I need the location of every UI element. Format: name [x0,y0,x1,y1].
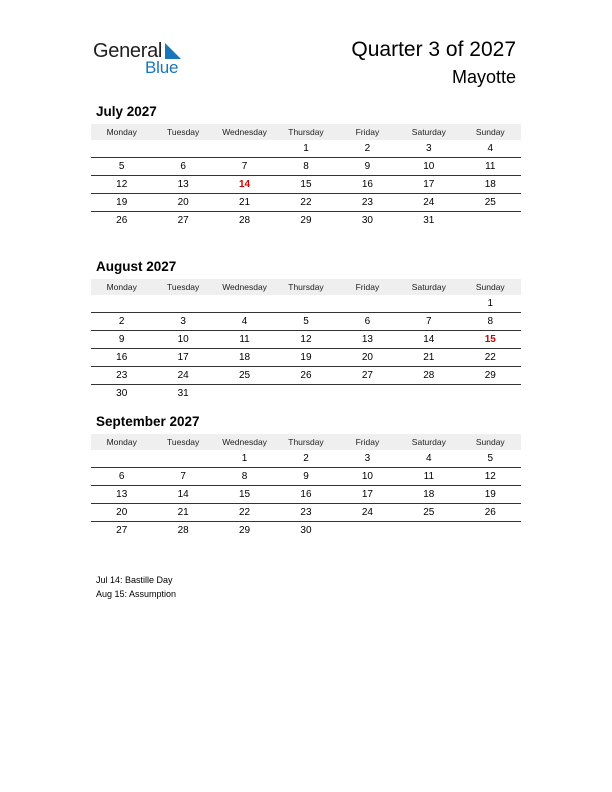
day-cell: 5 [275,313,336,331]
week-row [91,504,521,522]
day-cell: 12 [460,468,521,486]
day-cell: 23 [337,194,398,212]
weekday-header: Monday [91,279,152,295]
day-cell: 26 [460,504,521,522]
month-title: September 2027 [96,414,200,429]
weekday-header: Friday [337,279,398,295]
day-cell: 3 [337,450,398,468]
day-cell: 2 [275,450,336,468]
empty-day-cell [275,385,336,403]
day-cell: 7 [152,468,213,486]
empty-day-cell [337,522,398,540]
holiday-notes [96,573,176,601]
day-cell: 21 [214,194,275,212]
day-cell: 4 [398,450,459,468]
day-cell: 10 [152,331,213,349]
weekday-header: Saturday [398,434,459,450]
day-cell: 6 [152,158,213,176]
day-cell: 27 [337,367,398,385]
day-cell: 3 [152,313,213,331]
day-cell: 8 [460,313,521,331]
day-cell: 9 [91,331,152,349]
day-cell: 22 [214,504,275,522]
day-cell: 4 [460,140,521,158]
empty-day-cell [398,385,459,403]
day-cell: 10 [337,468,398,486]
empty-day-cell [460,385,521,403]
day-cell: 7 [398,313,459,331]
day-cell: 25 [214,367,275,385]
page-title: Quarter 3 of 2027 [351,38,516,61]
holiday-day-cell: 15 [460,331,521,349]
day-cell: 5 [460,450,521,468]
calendar-table [91,279,521,402]
calendar-table [91,124,521,229]
calendar-table [91,434,521,539]
day-cell: 21 [152,504,213,522]
empty-day-cell [91,295,152,313]
day-cell: 29 [300,215,312,226]
day-cell: 6 [91,468,152,486]
day-cell: 15 [214,486,275,504]
week-row [91,349,521,367]
day-cell: 31 [177,388,189,399]
day-cell: 1 [460,295,521,313]
month-september [91,413,521,539]
empty-day-cell [152,450,213,468]
day-cell: 20 [91,504,152,522]
month-july [91,103,521,229]
empty-day-cell [91,140,152,158]
week-row [91,212,521,230]
day-cell: 29 [460,367,521,385]
weekday-header: Monday [91,124,152,140]
week-row [91,295,521,313]
weekday-header: Tuesday [152,279,213,295]
day-cell: 8 [275,158,336,176]
day-cell: 18 [460,176,521,194]
day-cell: 24 [152,367,213,385]
day-cell: 11 [214,331,275,349]
day-cell: 13 [91,486,152,504]
week-row [91,468,521,486]
day-cell: 31 [423,215,435,226]
logo-blue-text: Blue [145,58,179,77]
day-cell: 30 [361,215,373,226]
day-cell: 25 [398,504,459,522]
day-cell: 17 [152,349,213,367]
weekday-header: Thursday [275,124,336,140]
weekday-header: Wednesday [214,434,275,450]
day-cell: 9 [275,468,336,486]
day-cell: 16 [91,349,152,367]
empty-day-cell [214,140,275,158]
day-cell: 24 [398,194,459,212]
empty-day-cell [337,385,398,403]
day-cell: 10 [398,158,459,176]
day-cell: 9 [337,158,398,176]
week-row [91,313,521,331]
empty-day-cell [152,140,213,158]
weekday-header: Monday [91,434,152,450]
weekday-header: Tuesday [152,434,213,450]
weekday-header: Wednesday [214,124,275,140]
weekday-header: Sunday [460,434,521,450]
day-cell: 19 [91,194,152,212]
day-cell: 23 [275,504,336,522]
day-cell: 26 [275,367,336,385]
week-row [91,450,521,468]
empty-day-cell [398,522,459,540]
day-cell: 22 [460,349,521,367]
day-cell: 12 [275,331,336,349]
weekday-header: Friday [337,124,398,140]
empty-day-cell [152,295,213,313]
day-cell: 6 [337,313,398,331]
week-row [91,140,521,158]
day-cell: 13 [337,331,398,349]
day-cell: 4 [214,313,275,331]
weekday-header: Wednesday [214,279,275,295]
day-cell: 16 [337,176,398,194]
day-cell: 21 [398,349,459,367]
day-cell: 17 [398,176,459,194]
day-cell: 14 [152,486,213,504]
empty-day-cell [91,450,152,468]
weekday-header: Thursday [275,279,336,295]
holiday-note: Jul 14: Bastille Day [96,575,173,585]
region-name: Mayotte [451,67,516,87]
day-cell: 8 [214,468,275,486]
day-cell: 28 [398,367,459,385]
week-row [91,158,521,176]
empty-day-cell [214,385,275,403]
empty-day-cell [460,522,521,540]
weekday-header-row [91,279,521,295]
day-cell: 11 [398,468,459,486]
month-august [91,258,521,402]
weekday-header: Friday [337,434,398,450]
weekday-header-row [91,434,521,450]
weekday-header-row [91,124,521,140]
day-cell: 3 [398,140,459,158]
day-cell: 19 [460,486,521,504]
day-cell: 5 [91,158,152,176]
day-cell: 30 [300,525,312,536]
weekday-header: Tuesday [152,124,213,140]
day-cell: 22 [275,194,336,212]
day-cell: 1 [275,140,336,158]
weekday-header: Saturday [398,279,459,295]
empty-day-cell [337,295,398,313]
day-cell: 25 [460,194,521,212]
holiday-day-cell: 14 [214,176,275,194]
empty-day-cell [398,295,459,313]
logo-triangle-icon [161,43,181,59]
day-cell: 19 [275,349,336,367]
day-cell: 26 [116,215,128,226]
empty-day-cell [275,295,336,313]
logo-general-text: General [93,40,163,62]
weekday-header: Saturday [398,124,459,140]
week-row [91,331,521,349]
day-cell: 24 [337,504,398,522]
day-cell: 27 [177,215,189,226]
day-cell: 2 [91,313,152,331]
day-cell: 2 [337,140,398,158]
empty-day-cell [460,212,521,230]
week-row [91,385,521,403]
day-cell: 1 [214,450,275,468]
day-cell: 29 [238,525,251,536]
day-cell: 27 [116,525,128,536]
week-row [91,194,521,212]
day-cell: 7 [214,158,275,176]
day-cell: 18 [398,486,459,504]
week-row [91,486,521,504]
generalblue-logo [93,40,193,80]
day-cell: 16 [275,486,336,504]
holiday-note: Aug 15: Assumption [96,589,177,599]
day-cell: 11 [460,158,521,176]
day-cell: 28 [177,525,189,536]
day-cell: 20 [337,349,398,367]
day-cell: 17 [337,486,398,504]
week-row [91,522,521,540]
day-cell: 15 [275,176,336,194]
weekday-header: Thursday [275,434,336,450]
day-cell: 30 [116,388,128,399]
weekday-header: Sunday [460,279,521,295]
day-cell: 18 [214,349,275,367]
day-cell: 20 [152,194,213,212]
week-row [91,176,521,194]
week-row [91,367,521,385]
weekday-header: Sunday [460,124,521,140]
day-cell: 28 [238,215,251,226]
day-cell: 14 [398,331,459,349]
day-cell: 13 [152,176,213,194]
empty-day-cell [214,295,275,313]
day-cell: 23 [91,367,152,385]
month-title: July 2027 [96,104,157,119]
day-cell: 12 [91,176,152,194]
month-title: August 2027 [96,259,177,274]
